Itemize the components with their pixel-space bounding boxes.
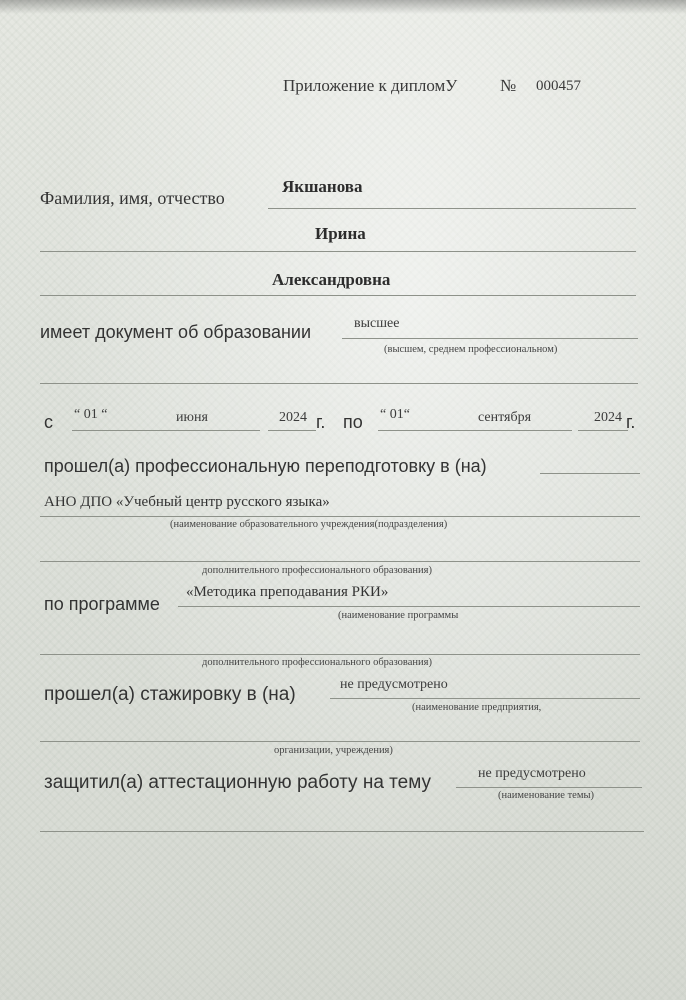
name-value: Ирина bbox=[315, 224, 366, 243]
patronymic-value: Александровна bbox=[272, 270, 391, 289]
education-caption: (высшем, среднем профессиональном) bbox=[384, 344, 558, 355]
date-to-month: сентября bbox=[478, 410, 532, 425]
education-line bbox=[342, 338, 638, 339]
retraining-label: прошел(а) профессиональную переподготовку в (на) bbox=[44, 456, 487, 476]
education-value: высшее bbox=[354, 316, 400, 331]
diploma-number: 000457 bbox=[536, 78, 581, 94]
date-from-year: 2024 bbox=[279, 410, 307, 425]
internship-line bbox=[330, 698, 640, 699]
thesis-line bbox=[456, 787, 642, 788]
retraining-institution: АНО ДПО «Учебный центр русского языка» bbox=[44, 494, 330, 510]
name-line bbox=[40, 251, 636, 252]
program-line bbox=[178, 606, 640, 607]
date-from-month-line bbox=[122, 430, 260, 431]
thesis-line-2 bbox=[40, 831, 644, 832]
retraining-line bbox=[540, 473, 640, 474]
appendix-title: Приложение к дипломУ bbox=[283, 76, 458, 95]
program-label: по программе bbox=[44, 594, 160, 614]
date-from-prefix: с bbox=[44, 412, 53, 432]
education-line-2 bbox=[40, 383, 638, 384]
institution-line bbox=[40, 516, 640, 517]
institution-line-2 bbox=[40, 561, 640, 562]
fio-label: Фамилия, имя, отчество bbox=[40, 188, 225, 208]
patronymic-line bbox=[40, 295, 636, 296]
page-top-shadow bbox=[0, 0, 686, 14]
internship-caption-2: организации, учреждения) bbox=[274, 745, 393, 756]
internship-label: прошел(а) стажировку в (на) bbox=[44, 684, 296, 705]
date-to-day: “ 01“ bbox=[380, 407, 410, 422]
surname-line bbox=[268, 208, 636, 209]
date-from-day: “ 01 “ bbox=[74, 407, 108, 422]
internship-line-2 bbox=[40, 741, 640, 742]
date-from-day-line bbox=[72, 430, 122, 431]
number-sign: № bbox=[500, 76, 517, 95]
date-from-month: июня bbox=[176, 410, 208, 425]
date-from-year-suffix: г. bbox=[316, 412, 326, 432]
program-caption-2: дополнительного профессионального образования) bbox=[202, 657, 432, 668]
thesis-caption: (наименование темы) bbox=[498, 790, 595, 801]
retraining-caption-1: (наименование образовательного учреждения(подразделения) bbox=[170, 519, 448, 530]
date-to-year: 2024 bbox=[594, 410, 622, 425]
thesis-label: защитил(а) аттестационную работу на тему bbox=[44, 772, 431, 793]
date-from-year-line bbox=[268, 430, 316, 431]
surname-value: Якшанова bbox=[282, 177, 363, 196]
date-to-day-line bbox=[378, 430, 426, 431]
date-to-year-suffix: г. bbox=[626, 412, 636, 432]
program-caption-1: (наименование программы bbox=[338, 610, 459, 621]
date-to-month-line bbox=[426, 430, 572, 431]
retraining-caption-2: дополнительного профессионального образования) bbox=[202, 565, 432, 576]
program-value: «Методика преподавания РКИ» bbox=[186, 584, 389, 600]
program-line-2 bbox=[40, 654, 640, 655]
thesis-value: не предусмотрено bbox=[478, 766, 586, 781]
date-to-prefix: по bbox=[343, 412, 363, 432]
education-label: имеет документ об образовании bbox=[40, 322, 312, 342]
internship-value: не предусмотрено bbox=[340, 677, 448, 692]
date-to-year-line bbox=[578, 430, 628, 431]
internship-caption-1: (наименование предприятия, bbox=[412, 702, 542, 713]
